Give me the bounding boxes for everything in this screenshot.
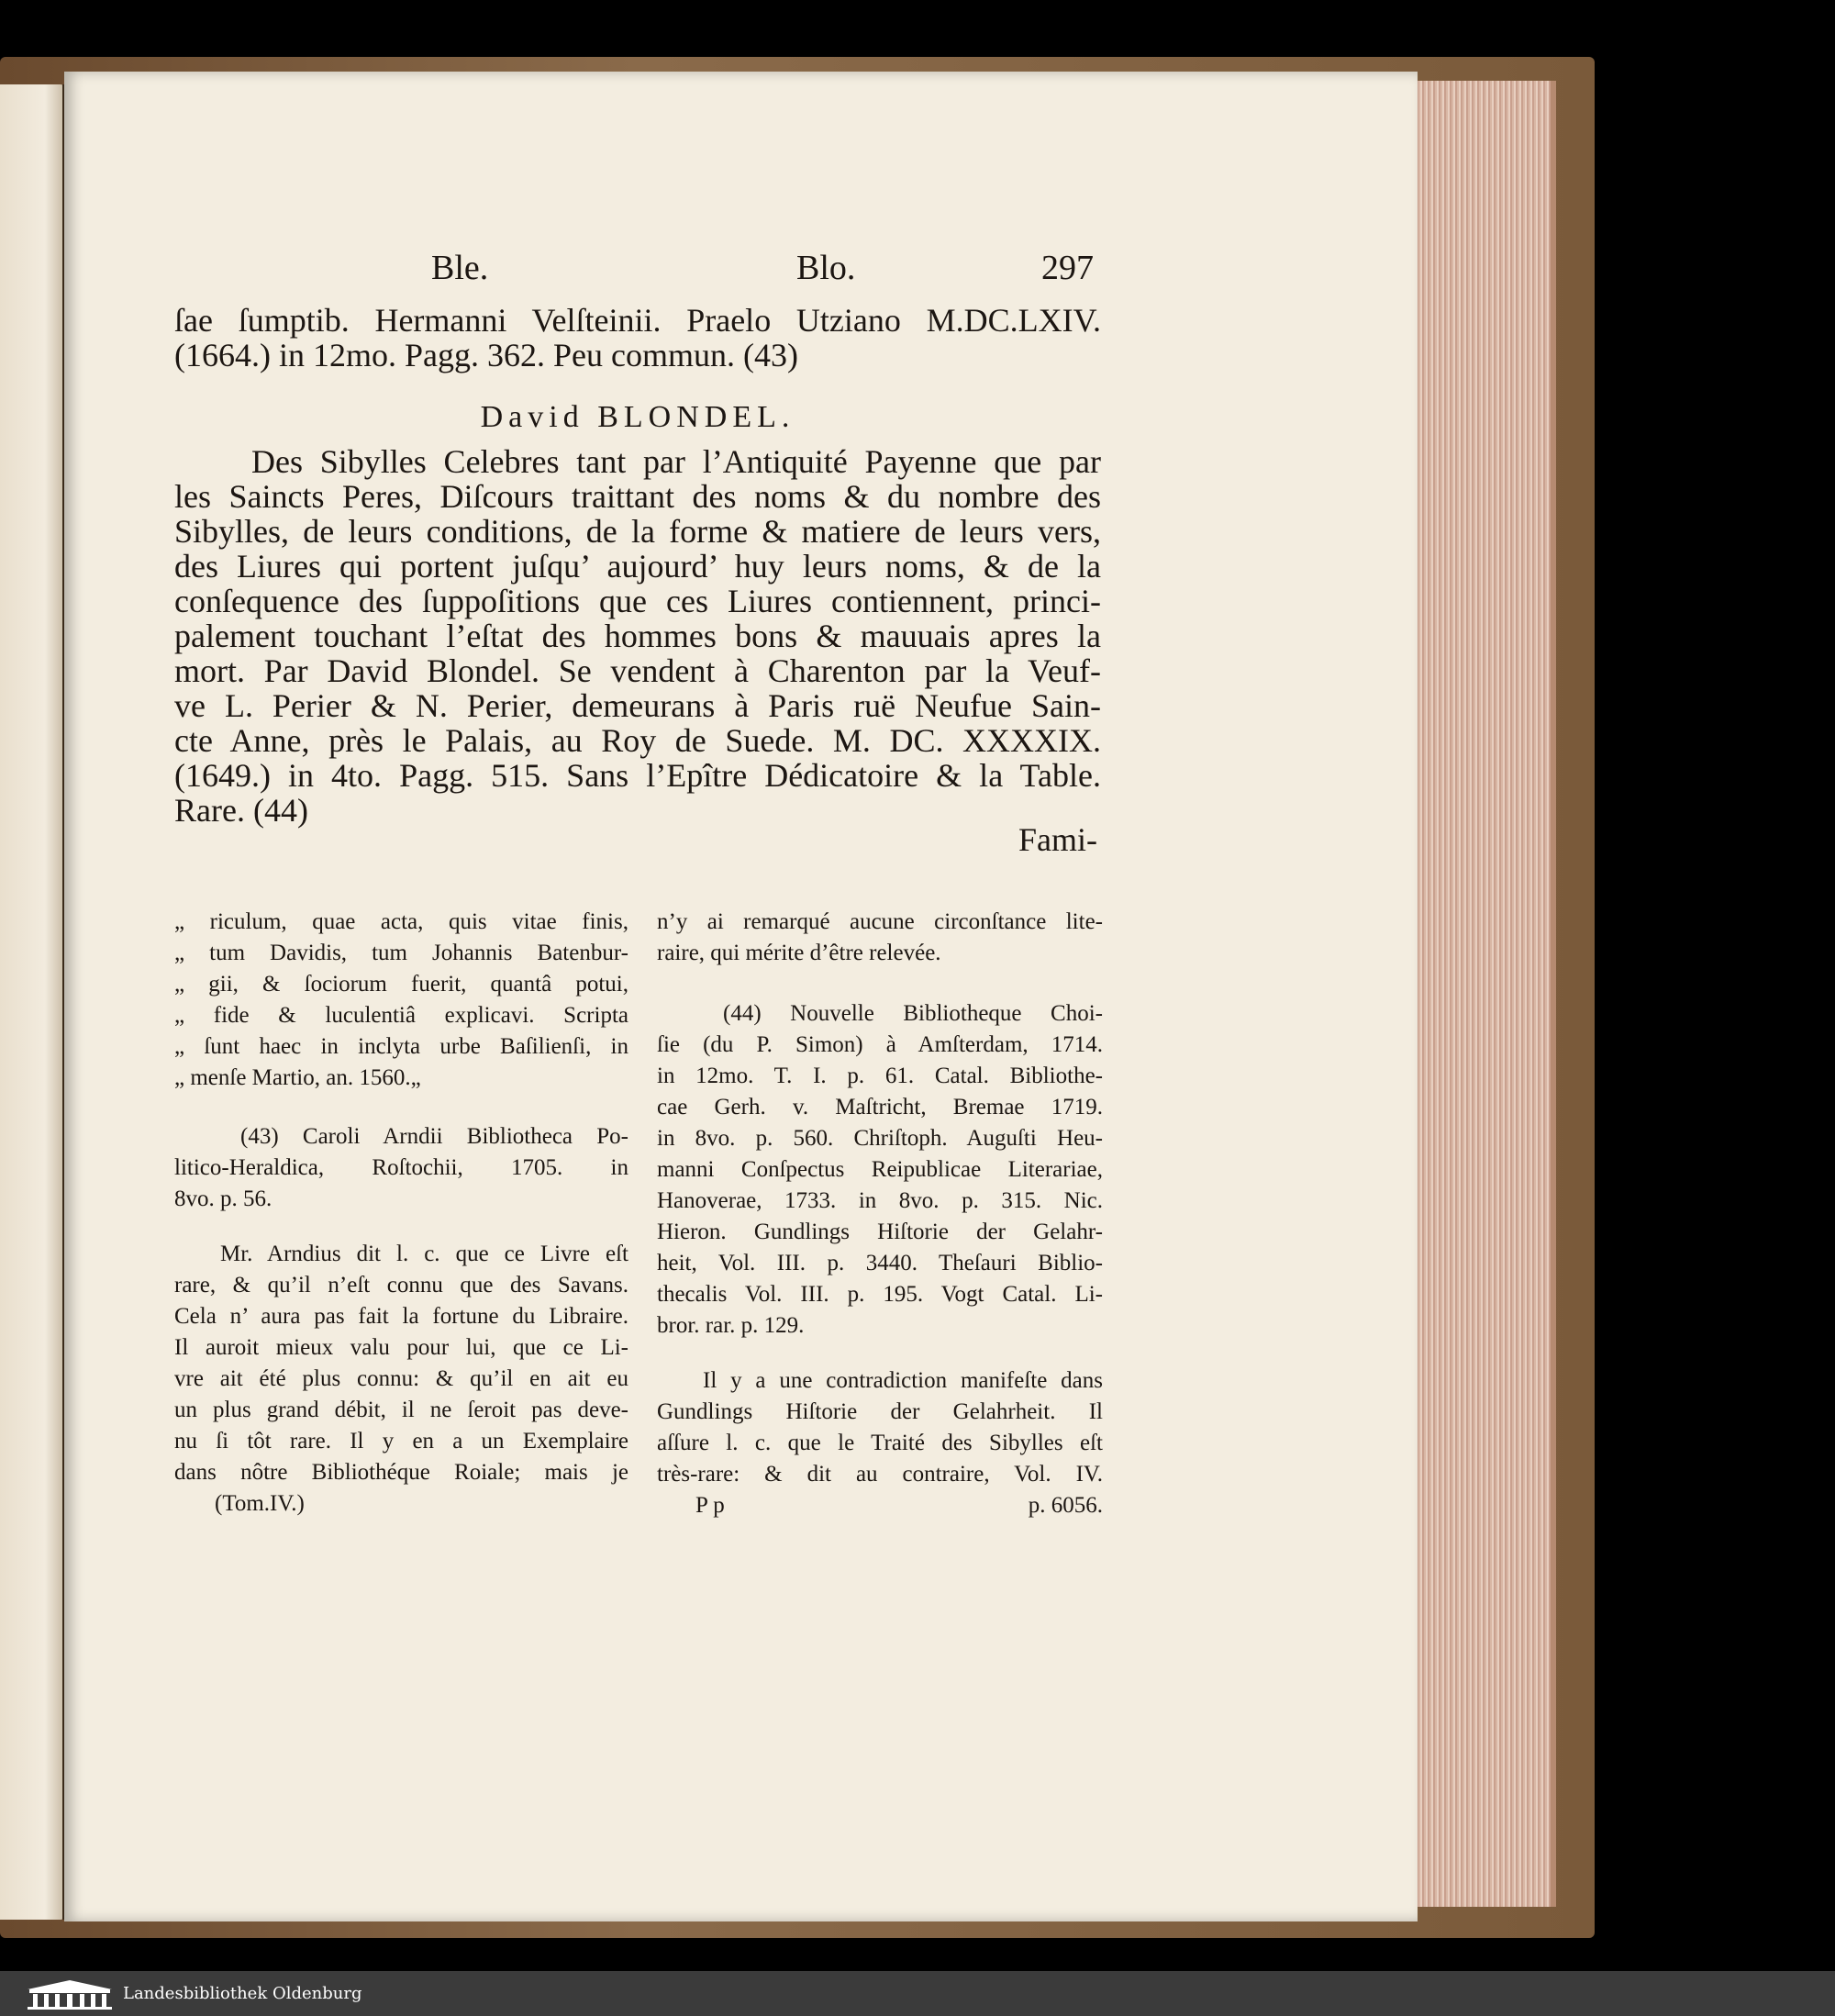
para-line: Mr. Arndius dit l. c. que ce Livre eſt <box>220 1242 628 1266</box>
note-line: bror. rar. p. 129. <box>657 1313 805 1338</box>
right-column <box>657 907 1103 1521</box>
quote-line: „ fide & luculentiâ explicavi. Scripta <box>174 1003 628 1028</box>
entry-line: des Liures qui portent juſqu’ aujourd’ huy leurs noms, & de la <box>174 548 1101 585</box>
entry-line: palement touchant l’eſtat des hommes bons & mauuais apres la <box>174 618 1101 654</box>
entry-title: David BLONDEL. <box>480 400 795 434</box>
para-line: Il auroit mieux valu pour lui, que ce Li- <box>174 1335 628 1360</box>
running-head-left: Ble. <box>431 249 489 287</box>
library-building-icon <box>24 1978 116 2010</box>
right-bottom <box>657 1490 1103 1521</box>
entry-line: mort. Par David Blondel. Se vendent à Charenton par la Veuf- <box>174 652 1101 689</box>
catchword: Fami- <box>1018 821 1097 858</box>
note-line: thecalis Vol. III. p. 195. Vogt Catal. Li- <box>657 1282 1103 1307</box>
intro-line: (1664.) in 12mo. Pagg. 362. Peu commun. (43) <box>174 337 798 373</box>
para-line: raire, qui mérite d’être relevée. <box>657 941 941 965</box>
entry-line: conſequence des ſuppoſitions que ces Liures contiennent, princi- <box>174 583 1101 619</box>
entry-line: Des Sibylles Celebres tant par l’Antiquité Payenne que par <box>251 443 1101 480</box>
entry-line: ve L. Perier & N. Perier, demeurans à Paris ruë Neufue Sain- <box>174 687 1101 724</box>
note-43 <box>174 1121 628 1215</box>
intro-block <box>174 303 1101 373</box>
note-line: 8vo. p. 56. <box>174 1186 272 1211</box>
entry-line: les Saincts Peres, Diſcours traittant des noms & du nombre des <box>174 478 1101 515</box>
entry-line: cte Anne, près le Palais, au Roy de Suede. M. DC. XXXXIX. <box>174 722 1101 759</box>
note-line: in 8vo. p. 560. Chriſtoph. Auguſti Heu- <box>657 1126 1103 1151</box>
entry-line: Rare. (44) <box>174 792 308 829</box>
note-line: heit, Vol. III. p. 3440. Theſauri Biblio- <box>657 1251 1103 1275</box>
right-paragraph <box>657 1365 1103 1490</box>
signature-mark: P p <box>695 1493 725 1518</box>
library-name: Landesbibliothek Oldenburg <box>123 1984 362 2003</box>
right-top <box>657 907 1103 969</box>
para-line: n’y ai remarqué aucune circonſtance lite- <box>657 909 1103 934</box>
running-head-center: Blo. <box>796 249 856 287</box>
para-line: rare, & qu’il n’eſt connu que des Savans. <box>174 1273 628 1298</box>
para-line: aſſure l. c. que le Traité des Sibylles eſt <box>657 1431 1103 1455</box>
note-line: (44) Nouvelle Bibliotheque Choi- <box>723 1001 1103 1026</box>
facing-page-edge <box>0 84 64 1920</box>
right-catchword: p. 6056. <box>1028 1493 1103 1518</box>
note-line: Hanoverae, 1733. in 8vo. p. 315. Nic. <box>657 1188 1103 1213</box>
quote-line: „ riculum, quae acta, quis vitae finis, <box>174 909 628 934</box>
left-paragraph <box>174 1239 628 1488</box>
note-line: litico-Heraldica, Roſtochii, 1705. in <box>174 1155 628 1180</box>
para-line: très-rare: & dit au contraire, Vol. IV. <box>657 1462 1103 1487</box>
note-line: in 12mo. T. I. p. 61. Catal. Bibliothe- <box>657 1064 1103 1088</box>
para-line: Il y a une contradiction manifeſte dans <box>703 1368 1103 1393</box>
para-line: un plus grand débit, il ne ſeroit pas deve- <box>174 1398 628 1422</box>
para-line: Gundlings Hiſtorie der Gelahrheit. Il <box>657 1399 1103 1424</box>
note-line: ſie (du P. Simon) à Amſterdam, 1714. <box>657 1032 1103 1057</box>
quote-line: „ gii, & ſociorum fuerit, quantâ potui, <box>174 972 628 997</box>
quote-line: „ menſe Martio, an. 1560.„ <box>174 1065 421 1090</box>
note-line: manni Conſpectus Reipublicae Literariae, <box>657 1157 1103 1182</box>
left-column <box>174 907 628 1520</box>
signature: (Tom.IV.) <box>215 1491 305 1516</box>
note-line: Hieron. Gundlings Hiſtorie der Gelahr- <box>657 1220 1103 1244</box>
note-line: cae Gerh. v. Maſtricht, Bremae 1719. <box>657 1095 1103 1119</box>
footer-bar <box>0 1971 1835 2016</box>
quote-line: „ tum Davidis, tum Johannis Batenbur- <box>174 941 628 965</box>
entry-line: Sibylles, de leurs conditions, de la forme & matiere de leurs vers, <box>174 513 1101 550</box>
quote-line: „ ſunt haec in inclyta urbe Baſilienſi, in <box>174 1034 628 1059</box>
entry-line: (1649.) in 4to. Pagg. 515. Sans l’Epître Dédicatoire & la Table. <box>174 757 1101 794</box>
page-number: 297 <box>1041 249 1094 287</box>
para-line: dans nôtre Bibliothéque Roiale; mais je <box>174 1460 628 1485</box>
quote-block <box>174 907 628 1094</box>
para-line: nu ſi tôt rare. Il y en a un Exemplaire <box>174 1429 628 1454</box>
para-line: Cela n’ aura pas fait la fortune du Libraire. <box>174 1304 628 1329</box>
para-line: vre ait été plus connu: & qu’il en ait eu <box>174 1366 628 1391</box>
note-line: (43) Caroli Arndii Bibliotheca Po- <box>240 1124 628 1149</box>
intro-line: ſae ſumptib. Hermanni Velſteinii. Praelo Utziano M.DC.LXIV. <box>174 302 1101 339</box>
note-44 <box>657 998 1103 1342</box>
page-block-edges <box>1413 81 1556 1907</box>
entry-body <box>174 444 1101 828</box>
